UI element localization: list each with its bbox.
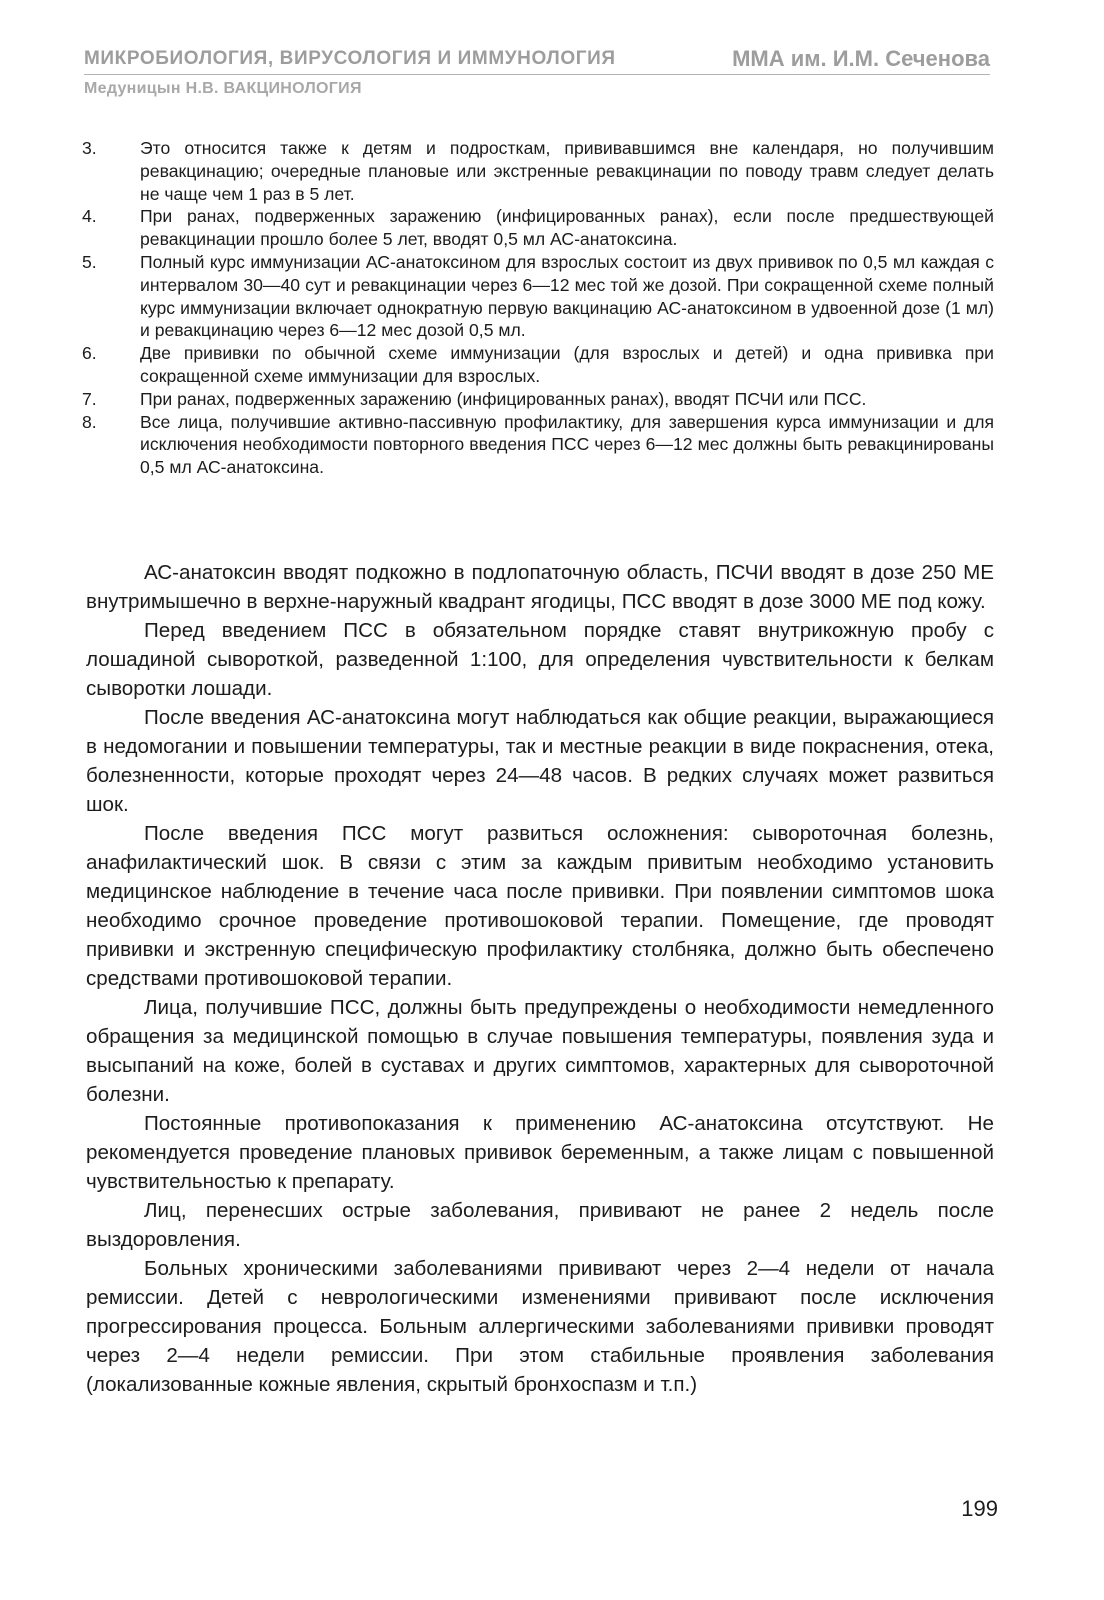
footnote-item xyxy=(82,251,994,342)
footnote-text: Это относится также к детям и подросткам, прививавшимся вне календаря, но получившим ревакцинацию; очередные плановые или экстренные ревакцинации по поводу травм следует делать не чаще чем 1 раз в 5 лет. xyxy=(140,138,994,204)
footnote-item xyxy=(82,411,994,479)
paragraph: Перед введением ПСС в обязательном порядке ставят внутрикожную пробу с лошадиной сывороткой, разведенной 1:100, для определения чувствительности к белкам сыворотки лошади. xyxy=(86,619,994,700)
running-header xyxy=(84,46,990,75)
footnote-item xyxy=(82,205,994,251)
footnote-number: 6. xyxy=(82,343,97,364)
paragraph: Постоянные противопоказания к применению АС-анатоксина отсутствуют. Не рекомендуется проведение плановых прививок беременным, а также лицам с повышенной чувствительностью к препарату. xyxy=(86,1112,994,1193)
paragraph: После введения АС-анатоксина могут наблюдаться как общие реакции, выражающиеся в недомогании и повышении температуры, так и местные реакции в виде покраснения, отека, болезненности, которые проходят через 24—48 часов. В редких случаях может развиться шок. xyxy=(86,706,994,816)
header-institution: ММА им. И.М. Сеченова xyxy=(732,46,990,71)
footnote-number: 8. xyxy=(82,411,97,432)
main-body-text xyxy=(86,558,994,1399)
paragraph: Лица, получившие ПСС, должны быть предупреждены о необходимости немедленного обращения за медицинской помощью в случае повышения температуры, появления зуда и высыпаний на коже, болей в суставах и других симптомов, характерных для сывороточной болезни. xyxy=(86,996,994,1106)
page-number: 199 xyxy=(961,1496,998,1521)
header-author-subtitle: Медуницын Н.В. ВАКЦИНОЛОГИЯ xyxy=(84,80,362,97)
footnote-number: 4. xyxy=(82,206,97,227)
footnote-item xyxy=(82,342,994,388)
footnote-text: Все лица, получившие активно-пассивную профилактику, для завершения курса иммунизации и для исключения необходимости повторного введения ПСС через 6—12 мес должны быть ревакцинированы 0,5 мл АС-анатоксина. xyxy=(140,411,994,478)
footnote-item xyxy=(82,388,994,411)
paragraph: После введения ПСС могут развиться осложнения: сывороточная болезнь, анафилактический шок. В связи с этим за каждым привитым необходимо установить медицинское наблюдение в течение часа после прививки. При появлении симптомов шока необходимо срочное проведение противошоковой терапии. Помещение, где проводят прививки и экстренную специфическую профилактику столбняка, должно быть обеспечено средствами противошоковой терапии. xyxy=(86,822,994,990)
footnote-item xyxy=(82,137,994,205)
footnote-number: 5. xyxy=(82,251,97,272)
paragraph: Лиц, перенесших острые заболевания, прививают не ранее 2 недель после выздоровления. xyxy=(86,1199,994,1251)
footnote-text: Две прививки по обычной схеме иммунизации (для взрослых и детей) и одна прививка при сокращенной схеме иммунизации для взрослых. xyxy=(140,343,994,386)
footnote-number: 3. xyxy=(82,138,97,158)
header-book-title: МИКРОБИОЛОГИЯ, ВИРУСОЛОГИЯ И ИММУНОЛОГИЯ xyxy=(84,48,616,69)
paragraph: Больных хроническими заболеваниями прививают через 2—4 недели от начала ремиссии. Детей с неврологическими изменениями прививают после исключения прогрессирования процесса. Больным аллергическими заболеваниями прививки проводят через 2—4 недели ремиссии. При этом стабильные проявления заболевания (локализованные кожные явления, скрытый бронхоспазм и т.п.) xyxy=(86,1257,994,1396)
footnote-text: Полный курс иммунизации АС-анатоксином для взрослых состоит из двух прививок по 0,5 мл каждая с интервалом 30—40 сут и ревакцинации через 6—12 мес той же дозой. При сокращенной схеме полный курс иммунизации включает однократную первую вакцинацию АС-анатоксином в удвоенной дозе (1 мл) и ревакцинацию через 6—12 мес дозой 0,5 мл. xyxy=(140,251,994,341)
paragraph: АС-анатоксин вводят подкожно в подлопаточную область, ПСЧИ вводят в дозе 250 МЕ внутримышечно в верхне-наружный квадрант ягодицы, ПСС вводят в дозе 3000 МЕ под кожу. xyxy=(86,561,994,613)
footnote-text: При ранах, подверженных заражению (инфицированных ранах), вводят ПСЧИ или ПСС. xyxy=(140,388,867,409)
footnote-list xyxy=(82,137,994,479)
footnote-number: 7. xyxy=(82,388,97,409)
footnote-text: При ранах, подверженных заражению (инфицированных ранах), если после предшествующей ревакцинации прошло более 5 лет, вводят 0,5 мл АС-анатоксина. xyxy=(140,206,994,250)
